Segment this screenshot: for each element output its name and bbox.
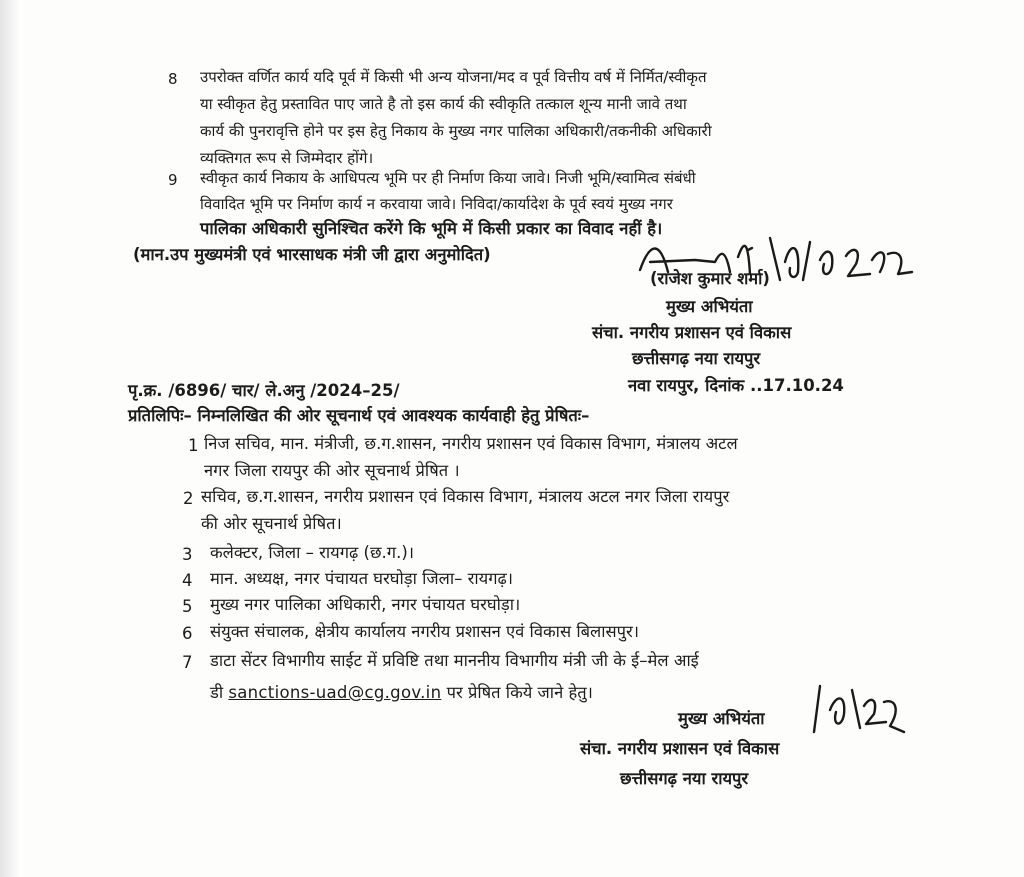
signatory-office: संचा. नगरीय प्रशासन एवं विकास bbox=[592, 323, 792, 342]
signatory-designation: मुख्य अभियंता bbox=[678, 709, 765, 728]
copy-item-number: 1 bbox=[188, 436, 199, 455]
copy-item-number: 2 bbox=[183, 489, 194, 508]
signatory-office: संचा. नगरीय प्रशासन एवं विकास bbox=[580, 739, 780, 758]
condition-number: 8 bbox=[168, 70, 178, 88]
copy-heading: प्रतिलिपिः– निम्नलिखित की ओर सूचनार्थ एवं आवश्यक कार्यवाही हेतु प्रेषितः– bbox=[128, 406, 590, 425]
condition-text-line: स्वीकृत कार्य निकाय के आधिपत्य भूमि पर ही निर्माण किया जावे। निजी भूमि/स्वामित्व संबंधी bbox=[200, 169, 696, 187]
copy-item-text: निज सचिव, मान. मंत्रीजी, छ.ग.शासन, नगरीय प्रशासन एवं विकास विभाग, मंत्रालय अटल bbox=[204, 434, 738, 453]
copy-item-text: मान. अध्यक्ष, नगर पंचायत घरघोड़ा जिला– रायगढ़। bbox=[210, 569, 514, 588]
copy-item-text: मुख्य नगर पालिका अधिकारी, नगर पंचायत घरघोड़ा। bbox=[210, 595, 521, 614]
condition-text-line: कार्य की पुनरावृत्ति होने पर इस हेतु निकाय के मुख्य नगर पालिका अधिकारी/तकनीकी अधिकारी bbox=[200, 122, 712, 140]
condition-text-line: या स्वीकृत हेतु प्रस्तावित पाए जाते है तो इस कार्य की स्वीकृति तत्काल शून्य मानी जावे तथा bbox=[200, 95, 687, 113]
email-prefix: डी bbox=[210, 683, 224, 702]
condition-text-line: विवादित भूमि पर निर्माण कार्य न करवाया जावे। निविदा/कार्यादेश के पूर्व स्वयं मुख्य नगर bbox=[200, 195, 673, 213]
copy-item-number: 7 bbox=[182, 653, 193, 672]
copy-item-number: 6 bbox=[182, 624, 193, 643]
copy-item-text: संयुक्त संचालक, क्षेत्रीय कार्यालय नगरीय प्रशासन एवं विकास बिलासपुर। bbox=[210, 622, 640, 641]
copy-item-text: कलेक्टर, जिला – रायगढ़ (छ.ग.)। bbox=[210, 543, 415, 562]
copy-item-number: 3 bbox=[182, 545, 193, 564]
signatory-date: नवा रायपुर, दिनांक ..17.10.24 bbox=[628, 376, 844, 395]
signature-bottom bbox=[800, 680, 910, 740]
signatory-designation: मुख्य अभियंता bbox=[666, 297, 753, 316]
reference-number: पृ.क्र. /6896/ चार/ ले.अनु /2024–25/ bbox=[128, 381, 400, 400]
copy-item-number: 4 bbox=[182, 571, 193, 590]
condition-text-line: व्यक्तिगत रूप से जिम्मेदार होंगे। bbox=[200, 149, 374, 167]
copy-item-text: डाटा सेंटर विभागीय साईट में प्रविष्टि तथा माननीय विभागीय मंत्री जी के ई–मेल आई bbox=[210, 651, 699, 670]
approval-note: (मान.उप मुख्यमंत्री एवं भारसाधक मंत्री जी द्वारा अनुमोदित) bbox=[133, 245, 491, 264]
condition-number: 9 bbox=[168, 171, 178, 189]
condition-text-line: उपरोक्त वर्णित कार्य यदि पूर्व में किसी भी अन्य योजना/मद व पूर्व वित्तीय वर्ष में निर्मित/स्वीकृत bbox=[200, 68, 707, 86]
copy-item-text: सचिव, छ.ग.शासन, नगरीय प्रशासन एवं विकास विभाग, मंत्रालय अटल नगर जिला रायपुर bbox=[201, 487, 730, 506]
copy-item-number: 5 bbox=[182, 597, 193, 616]
signatory-location: छत्तीसगढ़ नया रायपुर bbox=[632, 349, 761, 368]
copy-item-text: नगर जिला रायपुर की ओर सूचनार्थ प्रेषित । bbox=[204, 461, 460, 480]
email-suffix: पर प्रेषित किये जाने हेतु। bbox=[446, 683, 593, 702]
condition-text-line: पालिका अधिकारी सुनिश्चित करेंगे कि भूमि में किसी प्रकार का विवाद नहीं है। bbox=[200, 219, 663, 238]
email-link[interactable]: sanctions-uad@cg.gov.in bbox=[228, 683, 442, 702]
copy-item-text: की ओर सूचनार्थ प्रेषित। bbox=[201, 514, 342, 533]
signatory-location: छत्तीसगढ़ नया रायपुर bbox=[620, 769, 749, 788]
copy-item-text-email-line bbox=[210, 682, 593, 704]
page-edge-shadow bbox=[0, 0, 20, 877]
signatory-name: (राजेश कुमार शर्मा) bbox=[650, 269, 770, 288]
